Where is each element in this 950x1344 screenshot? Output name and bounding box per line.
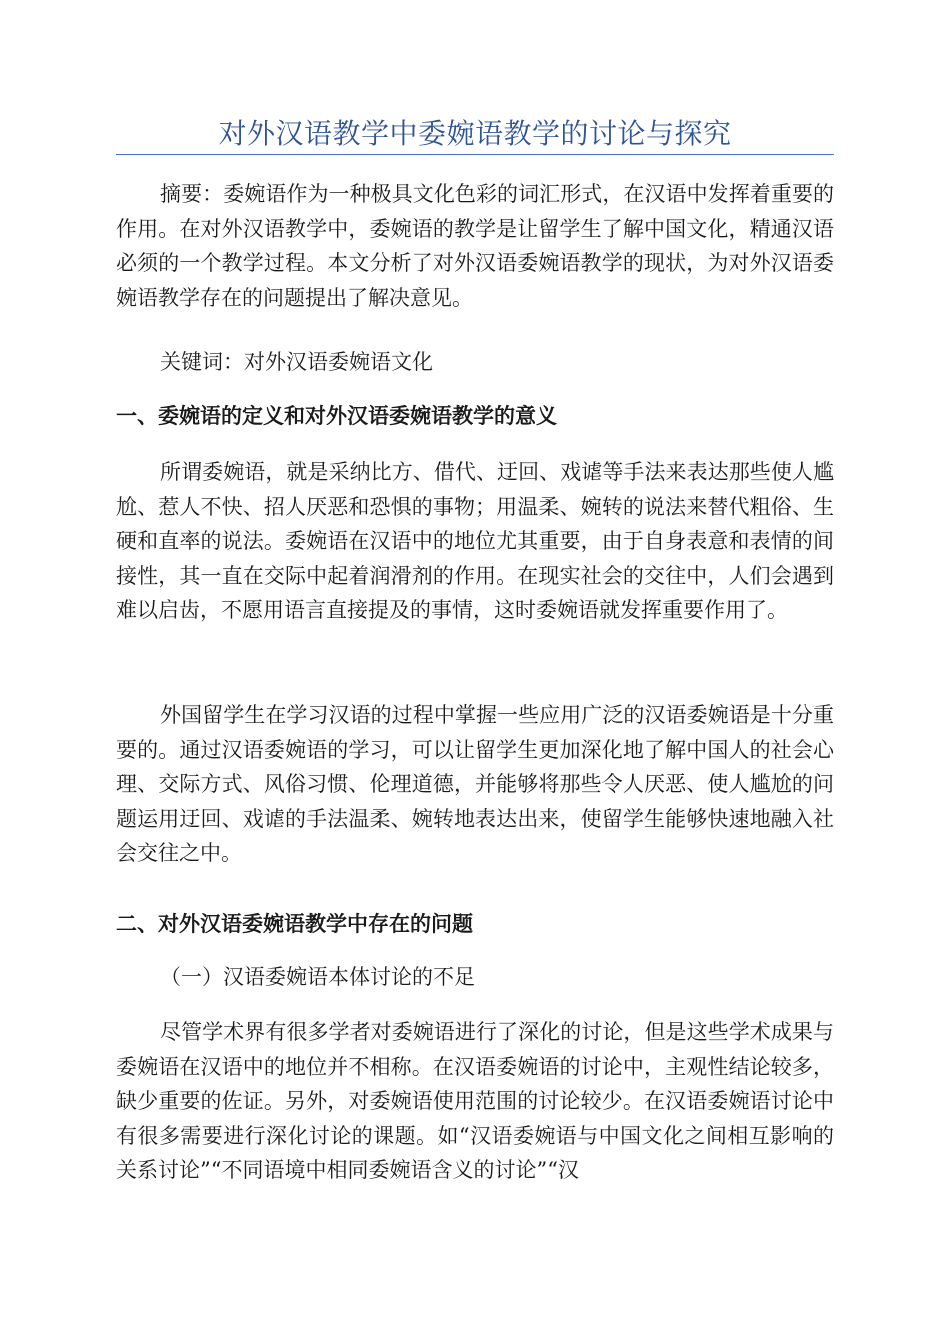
- keywords-line: 关键词：对外汉语委婉语文化: [160, 350, 433, 374]
- section2-heading: 二、对外汉语委婉语教学中存在的问题: [116, 911, 473, 936]
- document-title: 对外汉语教学中委婉语教学的讨论与探究: [218, 117, 732, 150]
- section1-heading: 一、委婉语的定义和对外汉语委婉语教学的意义: [116, 403, 557, 428]
- abstract-paragraph: 摘要：委婉语作为一种极具文化色彩的词汇形式，在汉语中发挥着重要的作用。在对外汉语教学中，委婉语的教学是让留学生了解中国文化，精通汉语必须的一个教学过程。本文分析了对外汉语委婉语教学的现状，为对外汉语委婉语教学存在的问题提出了解决意见。: [116, 182, 834, 310]
- section1-paragraph-1: 所谓委婉语，就是采纳比方、借代、迂回、戏谑等手法来表达那些使人尴尬、惹人不快、招人厌恶和恐惧的事物；用温柔、婉转的说法来替代粗俗、生硬和直率的说法。委婉语在汉语中的地位尤其重要，由于自身表意和表情的间接性，其一直在交际中起着润滑剂的作用。在现实社会的交往中，人们会遇到难以启齿，不愿用语言直接提及的事情，这时委婉语就发挥重要作用了。: [116, 460, 834, 622]
- section2-subheading: （一）汉语委婉语本体讨论的不足: [160, 965, 475, 989]
- title-underline: [116, 154, 834, 155]
- section2-paragraph: 尽管学术界有很多学者对委婉语进行了深化的讨论，但是这些学术成果与委婉语在汉语中的地位并不相称。在汉语委婉语的讨论中，主观性结论较多，缺少重要的佐证。另外，对委婉语使用范围的讨论较少。在汉语委婉语讨论中有很多需要进行深化讨论的课题。如“汉语委婉语与中国文化之间相互影响的关系讨论”“不同语境中相同委婉语含义的讨论”“汉: [116, 1020, 834, 1182]
- section1-paragraph-2: 外国留学生在学习汉语的过程中掌握一些应用广泛的汉语委婉语是十分重要的。通过汉语委婉语的学习，可以让留学生更加深化地了解中国人的社会心理、交际方式、风俗习惯、伦理道德，并能够将那些令人厌恶、使人尴尬的问题运用迂回、戏谑的手法温柔、婉转地表达出来，使留学生能够快速地融入社会交往之中。: [116, 703, 834, 865]
